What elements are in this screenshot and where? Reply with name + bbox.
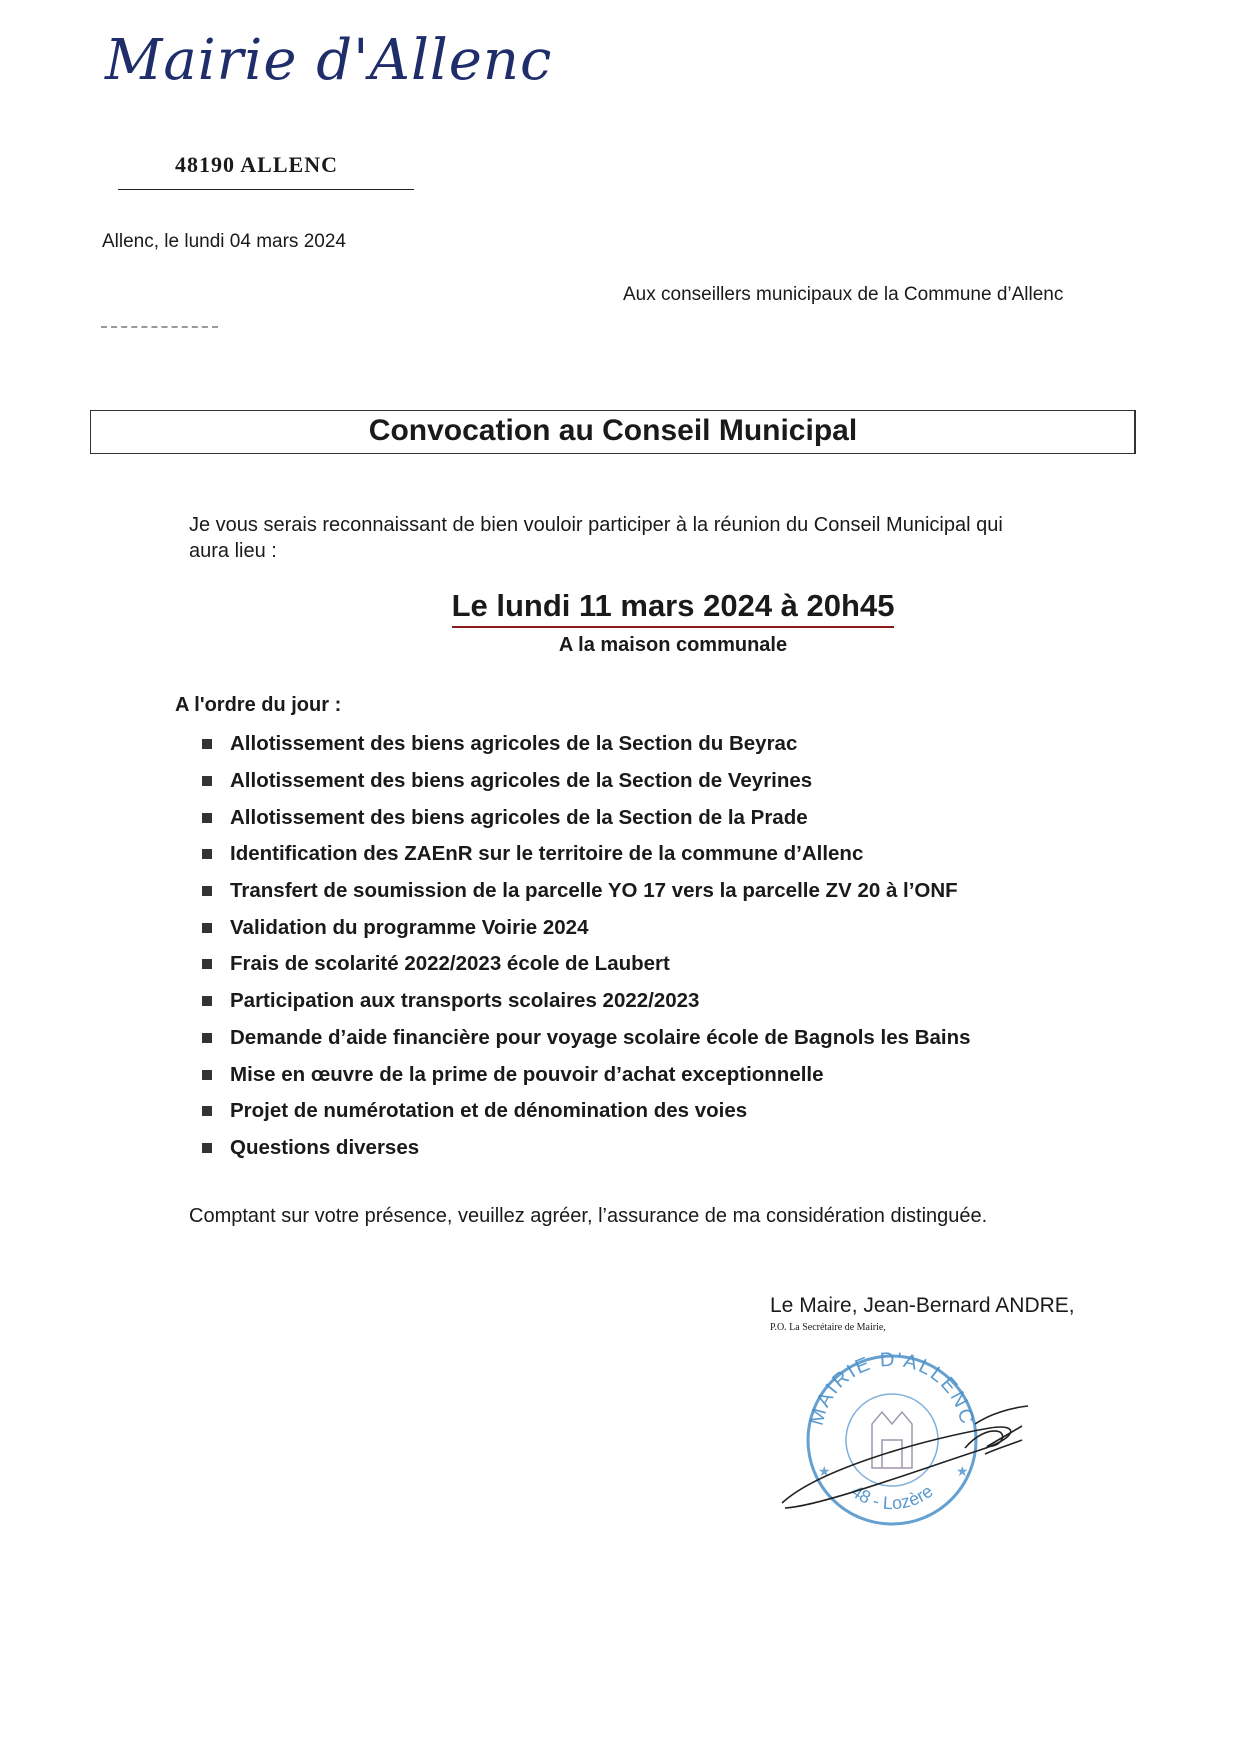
square-bullet-icon	[202, 1106, 212, 1116]
agenda-label: A l'ordre du jour :	[175, 694, 342, 716]
agenda-list	[202, 726, 971, 1166]
square-bullet-icon	[202, 813, 212, 823]
intro-line-2: aura lieu :	[189, 540, 277, 562]
date-line: Allenc, le lundi 04 mars 2024	[102, 231, 346, 252]
agenda-item-text: Validation du programme Voirie 2024	[230, 915, 589, 939]
agenda-item-text: Questions diverses	[230, 1135, 420, 1159]
po-note: P.O. La Secrétaire de Mairie,	[770, 1322, 886, 1333]
agenda-item	[202, 763, 971, 800]
meeting-datetime-wrap	[90, 588, 1240, 628]
intro-line-1: Je vous serais reconnaissant de bien vouloir participer à la réunion du Conseil Municipal qui	[189, 514, 1003, 536]
square-bullet-icon	[202, 923, 212, 933]
stamp-star-icon: ★	[818, 1463, 831, 1479]
agenda-item-text: Transfert de soumission de la parcelle YO 17 vers la parcelle ZV 20 à l’ONF	[230, 879, 958, 903]
agenda-item-text: Participation aux transports scolaires 2022/2023	[230, 989, 700, 1013]
stamp-emblem-icon	[872, 1412, 912, 1468]
stamp-star-icon: ★	[956, 1463, 969, 1479]
meeting-place: A la maison communale	[558, 634, 788, 656]
agenda-item	[202, 873, 971, 910]
square-bullet-icon	[202, 1070, 212, 1080]
mairie-stamp	[760, 1328, 1030, 1538]
square-bullet-icon	[202, 959, 212, 969]
agenda-item-text: Allotissement des biens agricoles de la Section de la Prade	[230, 805, 808, 829]
square-bullet-icon	[202, 776, 212, 786]
agenda-item	[202, 1093, 971, 1130]
square-bullet-icon	[202, 1143, 212, 1153]
agenda-item	[202, 1020, 971, 1057]
svg-text:MAIRIE D'ALLENC	[806, 1349, 979, 1428]
square-bullet-icon	[202, 996, 212, 1006]
stamp-bottom-text: 48 - Lozère	[847, 1480, 937, 1514]
stamp-top-text: MAIRIE D'ALLENC	[805, 1348, 979, 1428]
meeting-datetime: Le lundi 11 mars 2024 à 20h45	[452, 588, 895, 628]
intro-paragraph	[189, 512, 1129, 564]
square-bullet-icon	[202, 849, 212, 859]
agenda-item-text: Projet de numérotation et de dénomination des voies	[230, 1099, 748, 1123]
agenda-item	[202, 909, 971, 946]
square-bullet-icon	[202, 886, 212, 896]
agenda-item-text: Mise en œuvre de la prime de pouvoir d’achat exceptionnelle	[230, 1062, 824, 1086]
agenda-item	[202, 799, 971, 836]
reference-scribble	[101, 326, 218, 330]
square-bullet-icon	[202, 739, 212, 749]
agenda-item-text: Frais de scolarité 2022/2023 école de Laubert	[230, 952, 670, 976]
agenda-item	[202, 983, 971, 1020]
signer-name: Le Maire, Jean-Bernard ANDRE,	[770, 1294, 1075, 1317]
agenda-item-text: Identification des ZAEnR sur le territoire de la commune d’Allenc	[230, 842, 864, 866]
agenda-item-text: Allotissement des biens agricoles de la Section de Veyrines	[230, 769, 813, 793]
document-title: Convocation au Conseil Municipal	[368, 414, 858, 447]
agenda-item-text: Demande d’aide financière pour voyage scolaire école de Bagnols les Bains	[230, 1025, 971, 1049]
agenda-item	[202, 726, 971, 763]
agenda-item	[202, 1130, 971, 1167]
agenda-item-text: Allotissement des biens agricoles de la Section du Beyrac	[230, 732, 798, 756]
agenda-item	[202, 946, 971, 983]
postal-divider	[118, 189, 414, 190]
agenda-item	[202, 1056, 971, 1093]
mairie-logo: Mairie d'Allenc	[105, 28, 553, 93]
closing-sentence: Comptant sur votre présence, veuillez agréer, l’assurance de ma considération distinguée.	[189, 1205, 988, 1227]
agenda-item	[202, 836, 971, 873]
postal-address: 48190 ALLENC	[175, 152, 338, 177]
square-bullet-icon	[202, 1033, 212, 1043]
recipient-line: Aux conseillers municipaux de la Commune d’Allenc	[623, 284, 1064, 305]
